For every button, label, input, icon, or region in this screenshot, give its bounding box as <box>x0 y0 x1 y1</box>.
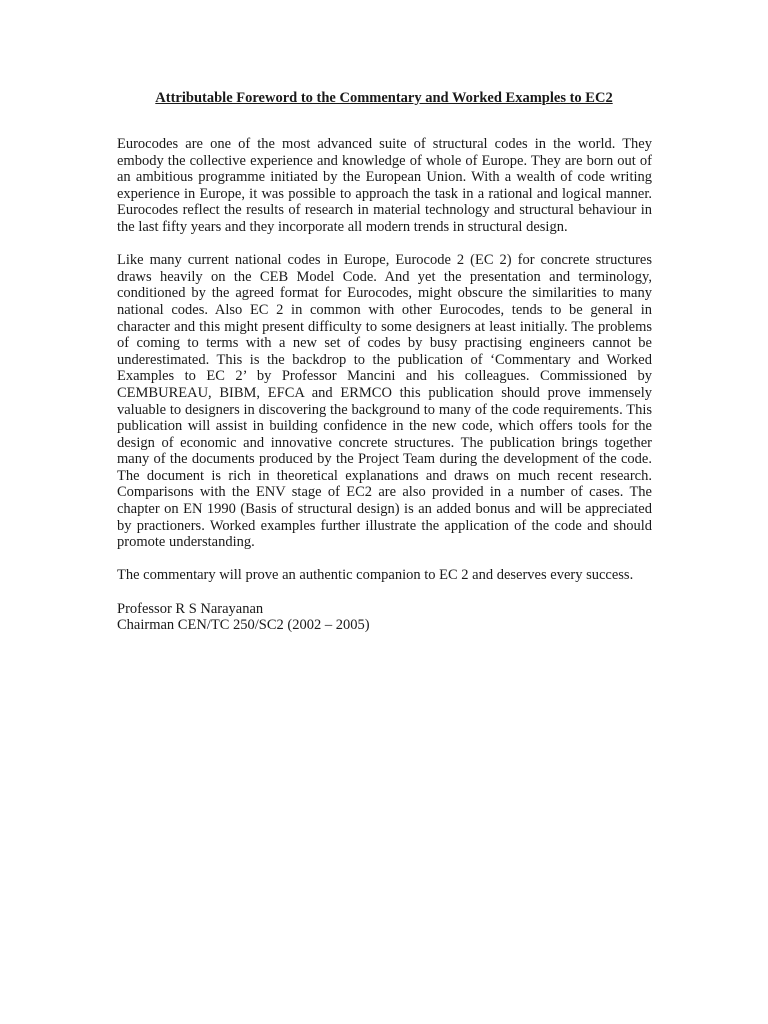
signature-block <box>117 601 652 634</box>
paragraph-closing: The commentary will prove an authentic companion to EC 2 and deserves every success. <box>117 567 634 584</box>
paragraph-intro: Eurocodes are one of the most advanced suite of structural codes in the world. They embody the collective experience and knowledge of whole of Europe. They are born out of an ambitious programme initiated by the European Union. With a wealth of code writing experience in Europe, it was possible to approach the task in a rational and logical manner. Eurocodes reflect the results of research in material technology and structural behaviour in the last fifty years and they incorporate all modern trends in structural design. <box>117 136 652 235</box>
signature-role: Chairman CEN/TC 250/SC2 (2002 – 2005) <box>117 617 370 634</box>
document-title: Attributable Foreword to the Commentary and Worked Examples to EC2 <box>155 90 613 106</box>
signature-name: Professor R S Narayanan <box>117 600 264 617</box>
paragraph-main: Like many current national codes in Europe, Eurocode 2 (EC 2) for concrete structures draws heavily on the CEB Model Code. And yet the presentation and terminology, conditioned by the agreed format for Eurocodes, might obscure the similarities to many national codes. Also EC 2 in common with other Eurocodes, tends to be general in character and this might present difficulty to some designers at least initially. The problems of coming to terms with a new set of codes by busy practising engineers cannot be underestimated. This is the backdrop to the publication of ‘Commentary and Worked Examples to EC 2’ by Professor Mancini and his colleagues. Commissioned by CEMBUREAU, BIBM, EFCA and ERMCO this publication should prove immensely valuable to designers in discovering the background to many of the code requirements. This publication will assist in building confidence in the new code, which offers tools for the design of economic and innovative concrete structures. The publication brings together many of the documents produced by the Project Team during the development of the code. The document is rich in theoretical explanations and draws on much recent research. Comparisons with the ENV stage of EC2 are also provided in a number of cases. The chapter on EN 1990 (Basis of structural design) is an added bonus and will be appreciated by practioners. Worked examples further illustrate the application of the code and should promote understanding. <box>117 252 652 551</box>
document-body <box>117 136 652 634</box>
